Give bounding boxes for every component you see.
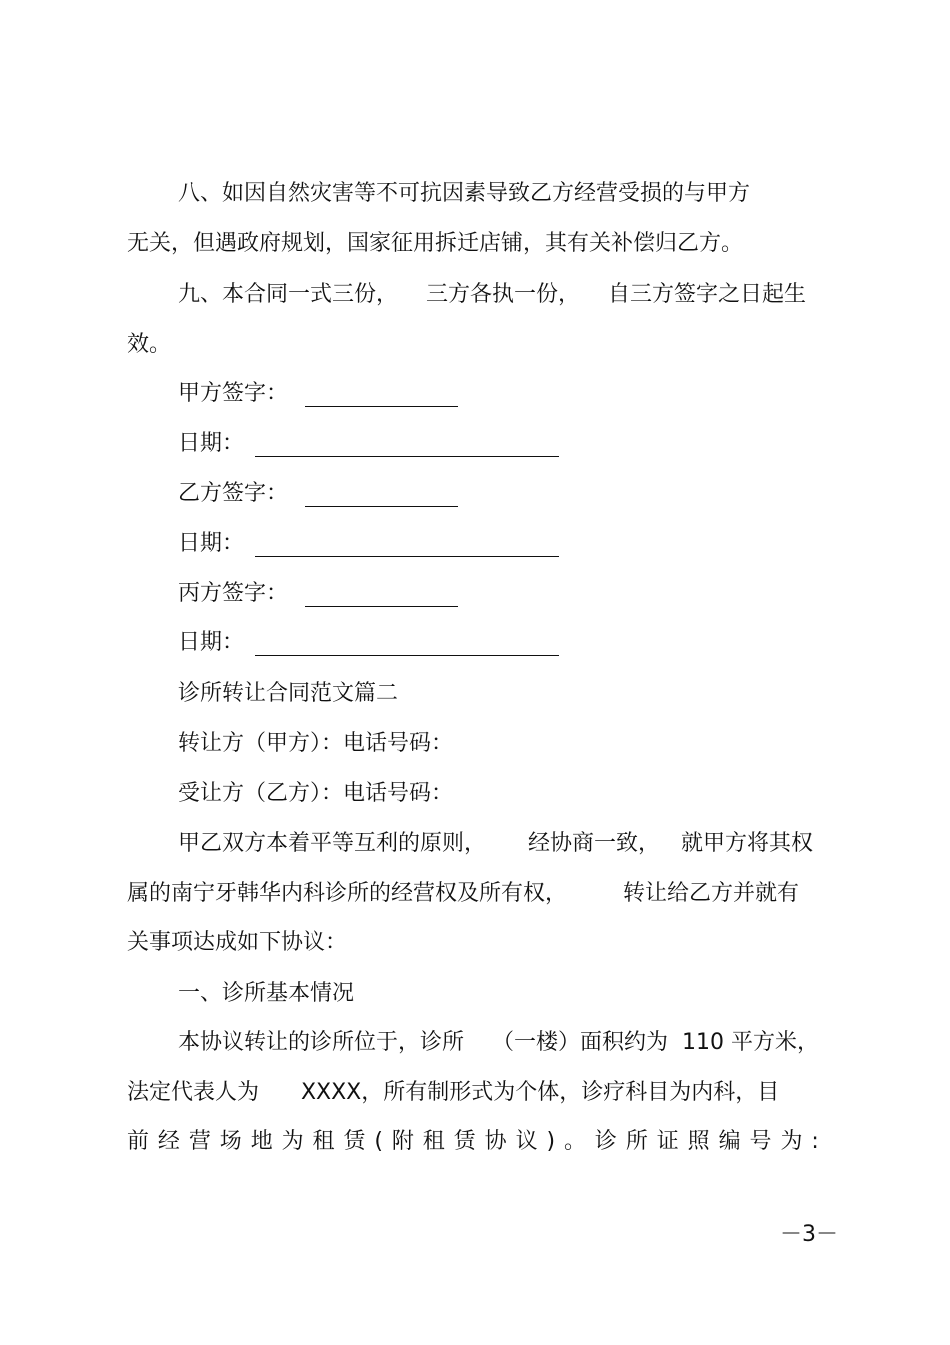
line-char: 编 — [718, 1129, 741, 1154]
page-number: －3－ — [780, 1222, 838, 1247]
line-char: 租 — [312, 1129, 335, 1154]
line-char: 赁 — [343, 1129, 366, 1154]
signature-blank-line — [305, 505, 458, 507]
date-blank-line — [255, 455, 559, 457]
date-blank-line — [255, 654, 559, 656]
signature-label: 丙方签字： — [178, 581, 289, 606]
line-char: 前 — [127, 1129, 150, 1154]
signature-row-party-b — [178, 479, 478, 509]
signature-row-party-c — [178, 579, 478, 609]
line-char: ) — [546, 1129, 556, 1154]
signature-label: 甲方签字： — [178, 381, 289, 406]
line-char: 证 — [656, 1129, 679, 1154]
line-char: 经 — [157, 1129, 180, 1154]
date-blank-line — [255, 555, 559, 557]
line-char: 号 — [749, 1129, 772, 1154]
paragraph-line: 无关，但遇政府规划，国家征用拆迁店铺，其有关补偿归乙方。 — [127, 231, 744, 256]
date-row-3 — [178, 628, 578, 658]
paragraph-line: 关事项达成如下协议： — [127, 930, 348, 955]
line-char: 场 — [219, 1129, 242, 1154]
party-a-line: 转让方（甲方）：电话号码： — [178, 731, 454, 756]
line-char: 议 — [515, 1129, 538, 1154]
paragraph-line: 属的南宁牙韩华内科诊所的经营权及所有权， 转让给乙方并就有 — [127, 881, 799, 906]
signature-blank-line — [305, 605, 458, 607]
line-char: : — [811, 1129, 819, 1154]
signature-row-party-a — [178, 379, 478, 409]
date-row-1 — [178, 429, 578, 459]
line-char: 协 — [484, 1129, 507, 1154]
line-char: 赁 — [453, 1129, 476, 1154]
line-char: 租 — [422, 1129, 445, 1154]
line-char: 地 — [250, 1129, 273, 1154]
paragraph-line: 效。 — [127, 332, 172, 357]
paragraph-line: 本协议转让的诊所位于，诊所 （一楼）面积约为 110 平方米， — [178, 1030, 819, 1055]
signature-blank-line — [305, 405, 458, 407]
line-char: 为 — [281, 1129, 304, 1154]
date-label: 日期： — [178, 630, 245, 655]
line-char: ( — [374, 1129, 383, 1154]
line-char: 。 — [563, 1129, 586, 1154]
line-char: 诊 — [594, 1129, 617, 1154]
line-char: 附 — [391, 1129, 414, 1154]
date-label: 日期： — [178, 431, 245, 456]
signature-label: 乙方签字： — [178, 481, 289, 506]
line-char: 为 — [780, 1129, 803, 1154]
paragraph-line: 法定代表人为 XXXX，所有制形式为个体，诊疗科目为内科，目 — [127, 1080, 780, 1105]
paragraph-line: 甲乙双方本着平等互利的原则， 经协商一致， 就甲方将其权 — [178, 831, 813, 856]
line-char: 营 — [188, 1129, 211, 1154]
date-row-2 — [178, 529, 578, 559]
section-heading: 一、诊所基本情况 — [178, 981, 355, 1006]
paragraph-line: 九、本合同一式三份， 三方各执一份， 自三方签字之日起生 — [178, 282, 806, 307]
party-b-line: 受让方（乙方）：电话号码： — [178, 781, 454, 806]
line-char: 所 — [625, 1129, 648, 1154]
date-label: 日期： — [178, 531, 245, 556]
section-title: 诊所转让合同范文篇二 — [178, 681, 399, 706]
paragraph-line: 八、如因自然灾害等不可抗因素导致乙方经营受损的与甲方 — [178, 181, 751, 206]
line-char: 照 — [687, 1129, 710, 1154]
justified-paragraph-line — [127, 1127, 819, 1157]
